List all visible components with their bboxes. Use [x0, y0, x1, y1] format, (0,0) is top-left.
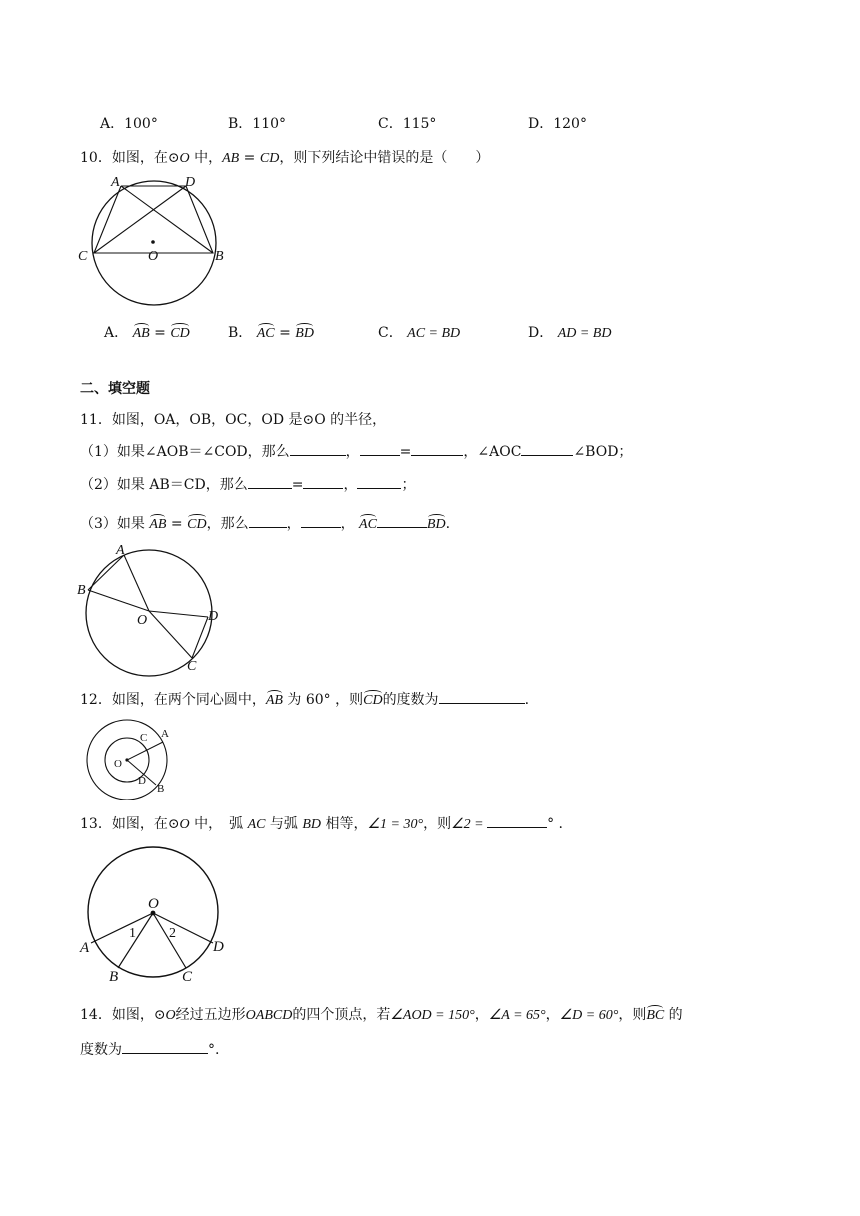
q14-text-pre: 14．如图，⊙: [80, 1007, 166, 1023]
q13-text-mid3: 相等，: [321, 816, 368, 832]
q11-p3-text-d: ，: [340, 516, 355, 532]
q10-stem: [80, 147, 489, 167]
q10-option-a: [104, 322, 190, 342]
q10-option-c-prefix: C．: [378, 325, 403, 341]
q12-arc-ab: AB: [265, 693, 283, 708]
q14-sep2: ，: [545, 1007, 560, 1023]
q13-label-d: D: [213, 939, 224, 955]
q10-stem-post: ，则下列结论中错误的是（ ）: [279, 150, 490, 166]
q12-text-mid: 为 60° ，则: [282, 692, 364, 708]
q14-polygon-name: OABCD: [245, 1008, 293, 1023]
q11-p1-blank-2[interactable]: [360, 441, 400, 456]
q11-label-a: A: [116, 543, 125, 558]
q11-p3-blank-3[interactable]: [377, 513, 427, 528]
q10-chord-cd: CD: [259, 151, 280, 166]
q11-p3-end: .: [445, 516, 451, 532]
q11-p2-blank-1[interactable]: [248, 474, 292, 489]
q13-blank[interactable]: [487, 813, 547, 828]
q14-line2-end: °.: [208, 1042, 220, 1058]
q12-label-a: A: [161, 728, 169, 740]
q12-arc-cd: CD: [363, 693, 383, 708]
q13-end: ° .: [547, 816, 564, 832]
q10-option-d: [528, 322, 611, 342]
q12-end: .: [524, 692, 530, 708]
q10-option-b-eq: =: [274, 325, 296, 341]
q11-stem: 11．如图，OA，OB，OC，OD 是⊙O 的半径，: [80, 412, 387, 428]
q13-angle-2-label: 2: [169, 926, 176, 941]
q11-label-d: D: [208, 609, 219, 624]
q9-option-d: D．120°: [528, 116, 587, 132]
q14-text-mid1: 经过五边形: [175, 1007, 246, 1023]
q11-part3: [80, 513, 450, 533]
q12-label-b: B: [157, 783, 165, 795]
q13-angle1: ∠1 = 30°: [367, 817, 424, 832]
q11-part1: [80, 441, 632, 461]
q14-line2-pre: 度数为: [80, 1042, 122, 1058]
section-title: 二、填空题: [80, 381, 150, 397]
q13-stem: [80, 813, 563, 833]
q13-text-pre: 13．如图，在⊙: [80, 816, 180, 832]
q11-p2-text-b: =: [291, 477, 304, 493]
q10-option-d-text: AD = BD: [557, 326, 612, 341]
q10-label-b: B: [215, 249, 224, 264]
q12-text-post: 的度数为: [382, 692, 439, 708]
q11-p2-blank-3[interactable]: [357, 474, 401, 489]
q10-option-b-prefix: B．: [228, 325, 253, 341]
q12-label-d: D: [138, 775, 146, 787]
q14-line1: [80, 1004, 683, 1024]
q11-p1-text-b: ，: [345, 444, 360, 460]
q11-p2-blank-2[interactable]: [303, 474, 343, 489]
q13-arc-bd: BD: [302, 817, 322, 832]
q14-sep1: ，: [474, 1007, 489, 1023]
q11-p1-text-e: ∠BOD；: [573, 444, 633, 460]
q10-figure: [74, 172, 234, 308]
q11-label-b: B: [77, 583, 86, 598]
q13-angle2: ∠2 =: [451, 817, 488, 832]
q11-p2-text-c: ，: [343, 477, 358, 493]
q13-circle-name: O: [179, 817, 190, 832]
q10-option-a-prefix: A．: [104, 325, 129, 341]
q11-p3-arc-ac: AC: [359, 517, 377, 532]
q11-p2-text-a: （2）如果 AB＝CD，那么: [80, 477, 248, 493]
q9-option-b: B．110°: [228, 116, 287, 132]
q10-option-c-text: AC = BD: [407, 326, 461, 341]
q11-p1-blank-3[interactable]: [411, 441, 463, 456]
q12-blank[interactable]: [439, 689, 525, 704]
q11-part2: [80, 474, 415, 494]
q10-eq: =: [239, 150, 260, 166]
q10-option-a-right: CD: [170, 326, 190, 341]
q13-angle-1-label: 1: [129, 926, 136, 941]
q11-p3-blank-2[interactable]: [301, 513, 341, 528]
q12-label-o: O: [114, 758, 122, 770]
q10-label-d: D: [185, 175, 196, 190]
q11-p3-eq: =: [166, 516, 188, 532]
q10-option-b: [228, 322, 314, 342]
q11-label-c: C: [187, 659, 197, 674]
q11-p1-text-c: =: [399, 444, 412, 460]
q11-p3-blank-1[interactable]: [249, 513, 287, 528]
q10-stem-pre: 10．如图，在⊙: [80, 150, 180, 166]
q13-label-c: C: [182, 969, 193, 985]
q13-label-b: B: [109, 969, 119, 985]
q11-p1-blank-1[interactable]: [290, 441, 346, 456]
q10-label-o: O: [148, 249, 159, 264]
q14-arc-bc: BC: [646, 1008, 665, 1023]
q10-option-d-prefix: D．: [528, 325, 554, 341]
q10-circle-name: O: [179, 151, 190, 166]
q12-text-pre: 12．如图，在两个同心圆中，: [80, 692, 266, 708]
q10-option-a-left: AB: [132, 326, 150, 341]
q13-label-a: A: [80, 940, 90, 956]
q11-p3-arc-bd: BD: [426, 517, 446, 532]
q14-text-mid2: 的四个顶点，若: [292, 1007, 391, 1023]
q11-p3-arc-ab: AB: [149, 517, 167, 532]
q9-option-c: C．115°: [378, 116, 437, 132]
q14-angle-aod: ∠AOD = 150°: [390, 1008, 475, 1023]
q10-option-b-right: BD: [295, 326, 314, 341]
q13-arc-ac: AC: [247, 817, 266, 832]
q11-p1-text-d: ，∠AOC: [463, 444, 522, 460]
q12-stem: [80, 689, 529, 709]
q13-label-o: O: [148, 896, 159, 912]
q11-figure: [72, 540, 232, 678]
q14-circle-name: O: [165, 1008, 176, 1023]
q10-option-b-left: AC: [256, 326, 275, 341]
q14-line2: [80, 1039, 219, 1059]
q14-blank[interactable]: [122, 1039, 208, 1054]
q11-p3-text-a: （3）如果: [80, 516, 145, 532]
q13-text-mid4: ，则: [423, 816, 452, 832]
q13-text-mid2: 与弧: [265, 816, 303, 832]
q9-option-a: A．100°: [100, 116, 158, 132]
q12-label-c: C: [140, 732, 148, 744]
q10-stem-mid: 中，: [189, 150, 223, 166]
q14-angle-a: ∠A = 65°: [488, 1008, 546, 1023]
q11-p1-blank-4[interactable]: [521, 441, 573, 456]
q13-text-mid1: 中， 弧: [189, 816, 248, 832]
q13-figure: [74, 840, 234, 986]
q10-chord-ab: AB: [222, 151, 240, 166]
q12-figure: [80, 714, 180, 800]
q11-p3-text-b: ，那么: [206, 516, 249, 532]
q14-text-end1: 的: [664, 1007, 683, 1023]
q10-option-a-eq: =: [149, 325, 171, 341]
q14-text-mid3: ，则: [618, 1007, 647, 1023]
q10-label-a: A: [111, 175, 120, 190]
q11-p2-text-d: ；: [401, 477, 416, 493]
q10-label-c: C: [78, 249, 88, 264]
q11-label-o: O: [137, 613, 148, 628]
q11-p1-text-a: （1）如果∠AOB＝∠COD，那么: [80, 444, 290, 460]
q11-p3-text-c: ，: [286, 516, 301, 532]
q14-angle-d: ∠D = 60°: [559, 1008, 619, 1023]
q10-option-c: [378, 322, 460, 342]
q11-p3-arc-cd: CD: [187, 517, 207, 532]
